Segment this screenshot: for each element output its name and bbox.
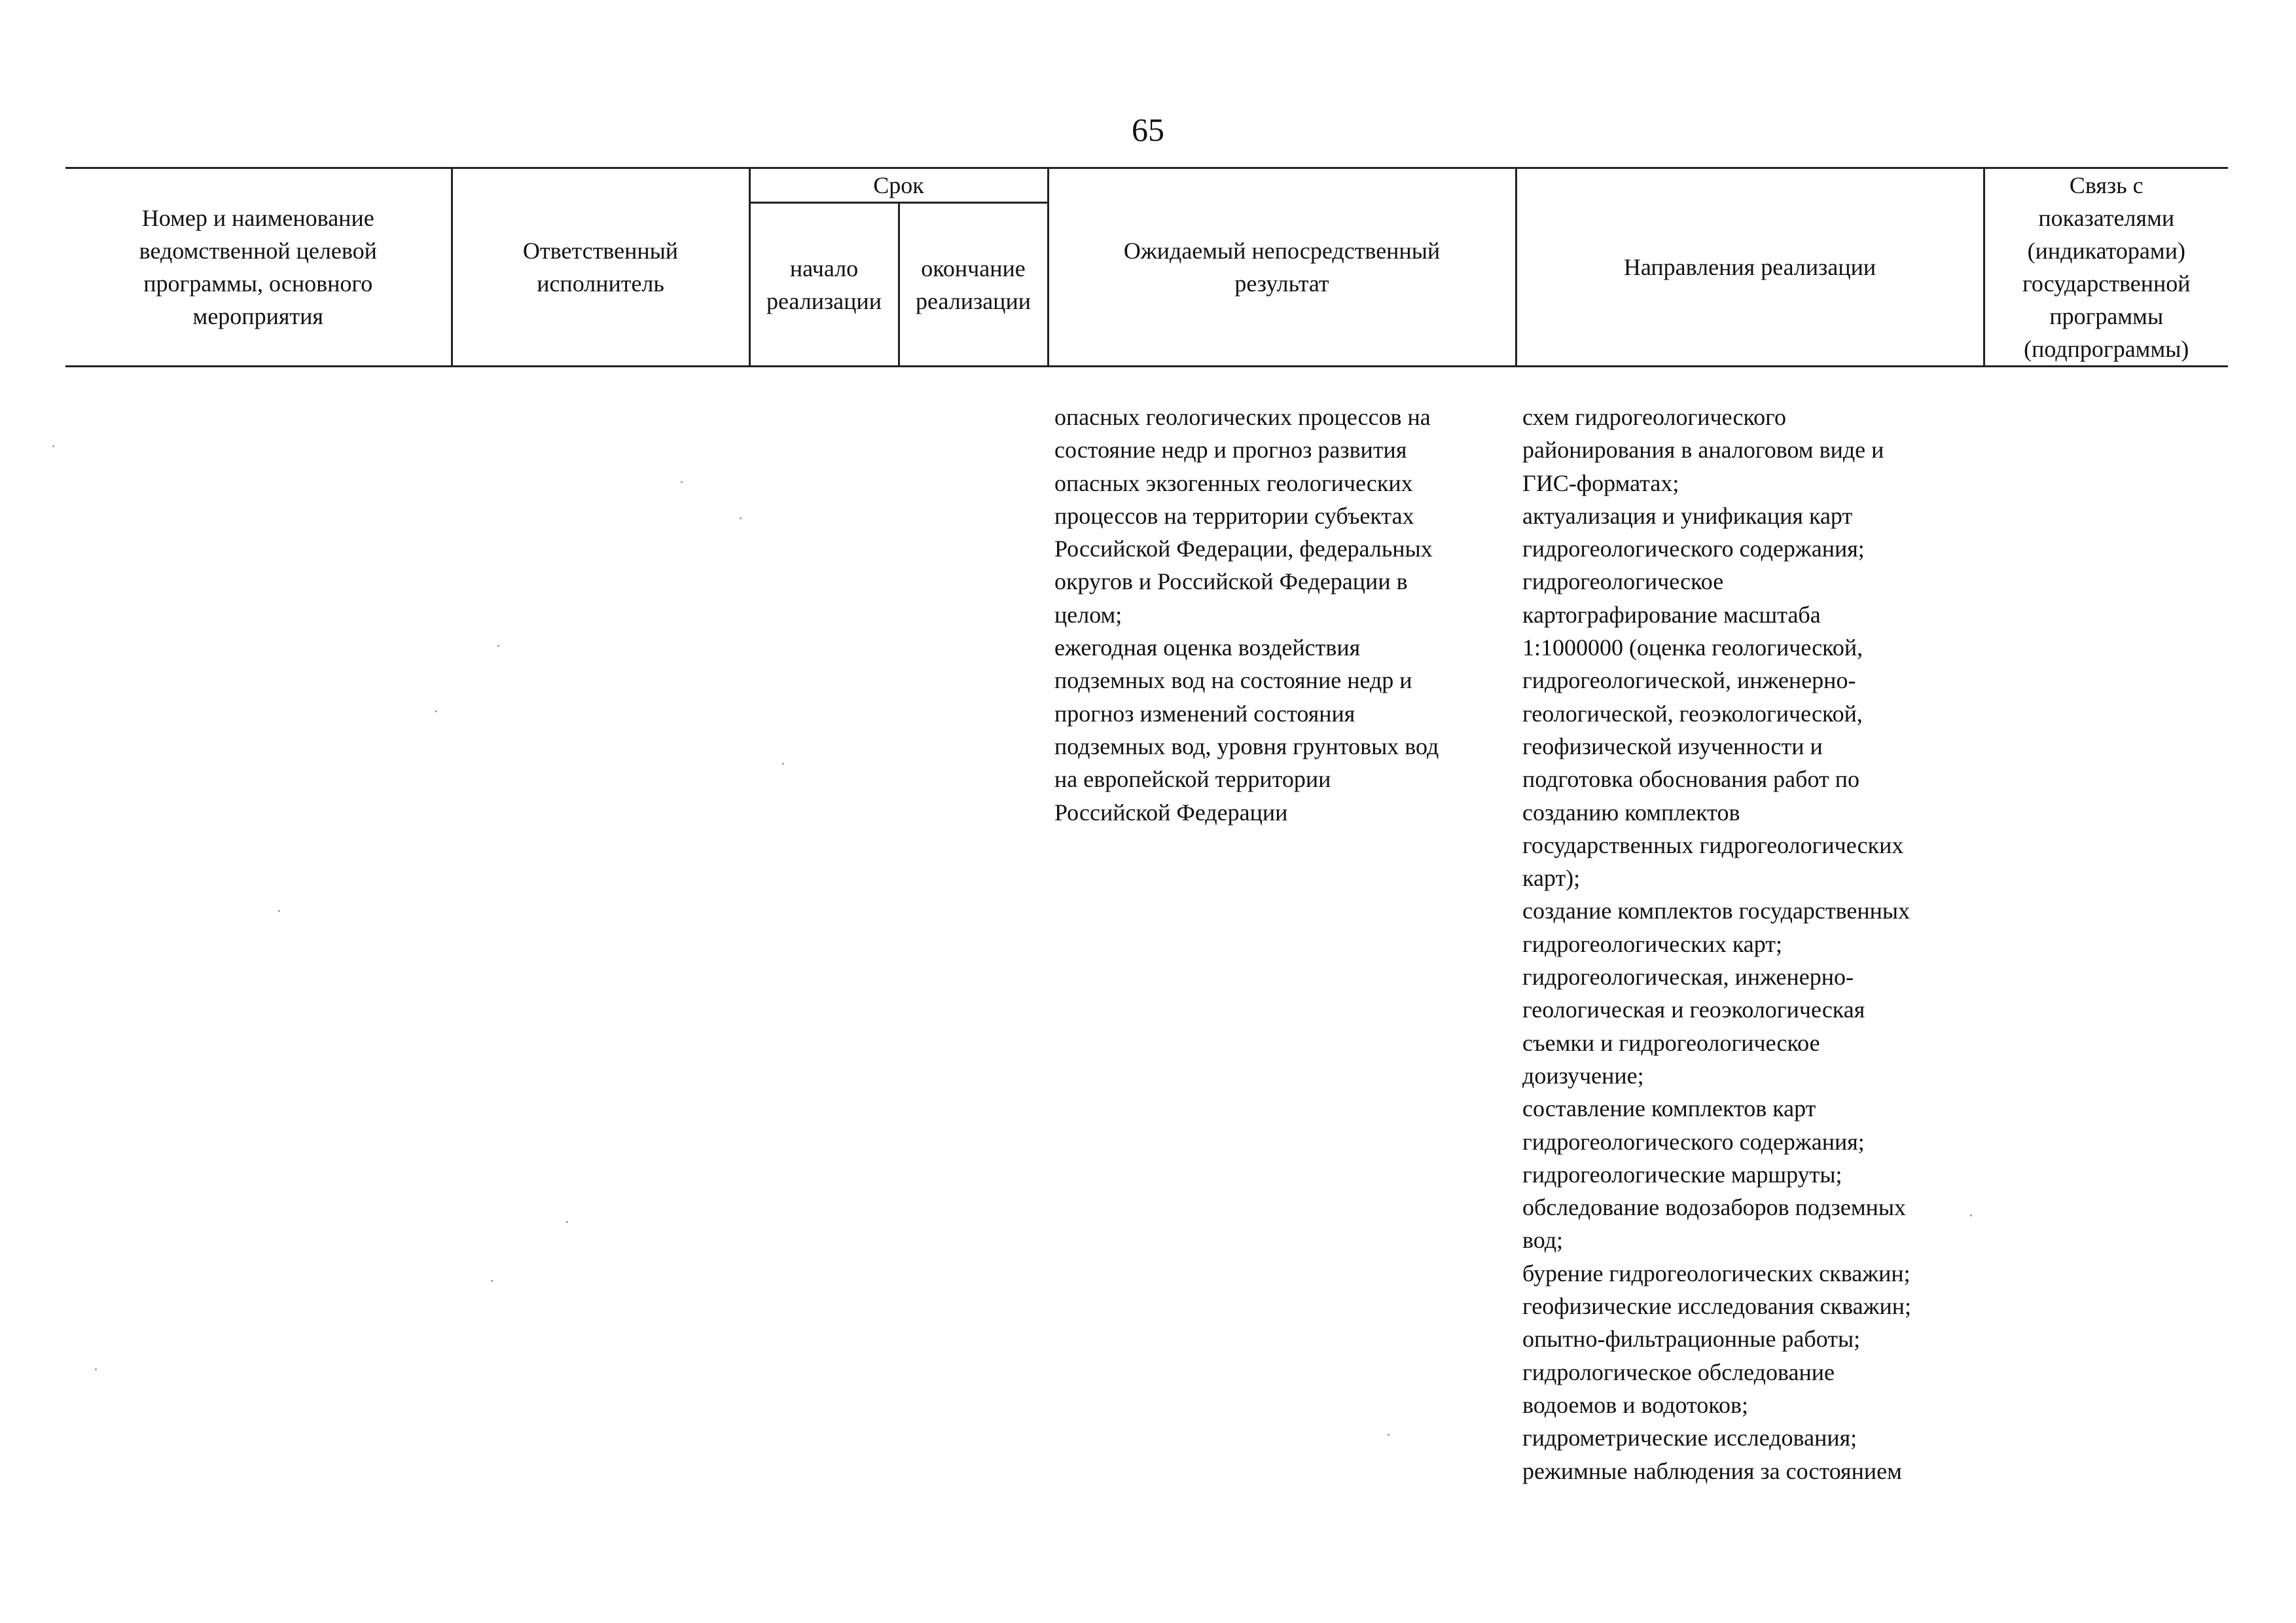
direction-line: государственных гидрогеологических — [1522, 831, 1904, 858]
result-line: процессов на территории субъектах — [1054, 502, 1414, 529]
direction-line: опытно-фильтрационные работы; — [1522, 1326, 1861, 1353]
direction-line: гидрометрические исследования; — [1522, 1425, 1857, 1451]
scan-speck — [278, 910, 280, 912]
direction-line: подготовка обоснования работ по — [1522, 766, 1859, 793]
directions-text — [1522, 401, 1911, 1487]
scan-speck — [497, 645, 499, 647]
direction-line: гидрогеологического содержания; — [1522, 1128, 1865, 1155]
header-result: Ожидаемый непосредственный результат — [1048, 168, 1516, 367]
header-responsible: Ответственный исполнитель — [452, 168, 749, 367]
scan-speck — [52, 445, 54, 447]
result-line: целом; — [1054, 601, 1122, 628]
direction-line: геофизической изученности и — [1522, 733, 1823, 759]
scan-speck — [435, 710, 437, 712]
result-line: ежегодная оценка воздействия — [1054, 634, 1361, 661]
direction-line: гидрологическое обследование — [1522, 1359, 1835, 1385]
scan-speck — [566, 1221, 568, 1223]
result-line: Российской Федерации, федеральных — [1054, 536, 1433, 562]
direction-line: схем гидрогеологического — [1522, 404, 1786, 430]
result-line: прогноз изменений состояния — [1054, 700, 1355, 727]
direction-line: вод; — [1522, 1227, 1564, 1254]
result-line: состояние недр и прогноз развития — [1054, 437, 1407, 464]
direction-line: гидрогеологической, инженерно- — [1522, 667, 1856, 694]
result-line: подземных вод, уровня грунтовых вод — [1054, 733, 1439, 759]
header-directions: Направления реализации — [1516, 168, 1984, 367]
result-line: опасных экзогенных геологических — [1054, 469, 1413, 496]
scan-speck — [95, 1368, 97, 1370]
result-line: подземных вод на состояние недр и — [1054, 667, 1412, 694]
direction-line: геофизические исследования скважин; — [1522, 1293, 1912, 1320]
direction-line: доизучение; — [1522, 1062, 1644, 1089]
expected-result-text — [1054, 401, 1439, 829]
direction-line: гидрогеологическая, инженерно- — [1522, 964, 1854, 991]
page-number: 65 — [1132, 111, 1164, 148]
direction-line: картографирование масштаба — [1522, 601, 1821, 628]
scan-speck — [740, 517, 742, 519]
header-start: начало реализации — [749, 203, 899, 367]
header-end: окончание реализации — [899, 203, 1048, 367]
header-table — [65, 167, 2228, 367]
direction-line: создание комплектов государственных — [1522, 898, 1910, 924]
direction-line: актуализация и унификация карт — [1522, 502, 1853, 529]
header-srok: Срок — [749, 168, 1048, 203]
result-line: на европейской территории — [1054, 766, 1331, 793]
direction-line: районирования в аналоговом виде и — [1522, 437, 1884, 464]
direction-line: геологической, геоэкологической, — [1522, 700, 1863, 727]
scan-speck — [491, 1280, 493, 1282]
direction-line: гидрогеологического содержания; — [1522, 536, 1865, 562]
direction-line: бурение гидрогеологических скважин; — [1522, 1260, 1910, 1286]
scan-speck — [782, 763, 784, 765]
scan-speck — [1388, 1434, 1390, 1436]
header-link: Связь с показателями (индикаторами) государственной программы (подпрограммы) — [1984, 168, 2228, 367]
direction-line: обследование водозаборов подземных — [1522, 1194, 1907, 1221]
direction-line: гидрогеологические маршруты; — [1522, 1161, 1842, 1188]
direction-line: ГИС-форматах; — [1522, 469, 1679, 496]
direction-line: 1:1000000 (оценка геологической, — [1522, 634, 1863, 661]
direction-line: режимные наблюдения за состоянием — [1522, 1457, 1902, 1484]
direction-line: карт); — [1522, 865, 1581, 892]
direction-line: водоемов и водотоков; — [1522, 1391, 1748, 1418]
direction-line: гидрогеологических карт; — [1522, 930, 1783, 957]
direction-line: гидрогеологическое — [1522, 568, 1724, 595]
header-program: Номер и наименование ведомственной целевой программы, основного мероприятия — [65, 168, 452, 367]
result-line: Российской Федерации — [1054, 799, 1288, 826]
direction-line: геологическая и геоэкологическая — [1522, 996, 1865, 1023]
direction-line: созданию комплектов — [1522, 799, 1740, 826]
result-line: опасных геологических процессов на — [1054, 404, 1431, 430]
scan-speck — [1970, 1214, 1972, 1216]
direction-line: составление комплектов карт — [1522, 1095, 1816, 1122]
scan-speck — [681, 481, 683, 483]
direction-line: съемки и гидрогеологическое — [1522, 1029, 1820, 1056]
result-line: округов и Российской Федерации в — [1054, 568, 1408, 595]
